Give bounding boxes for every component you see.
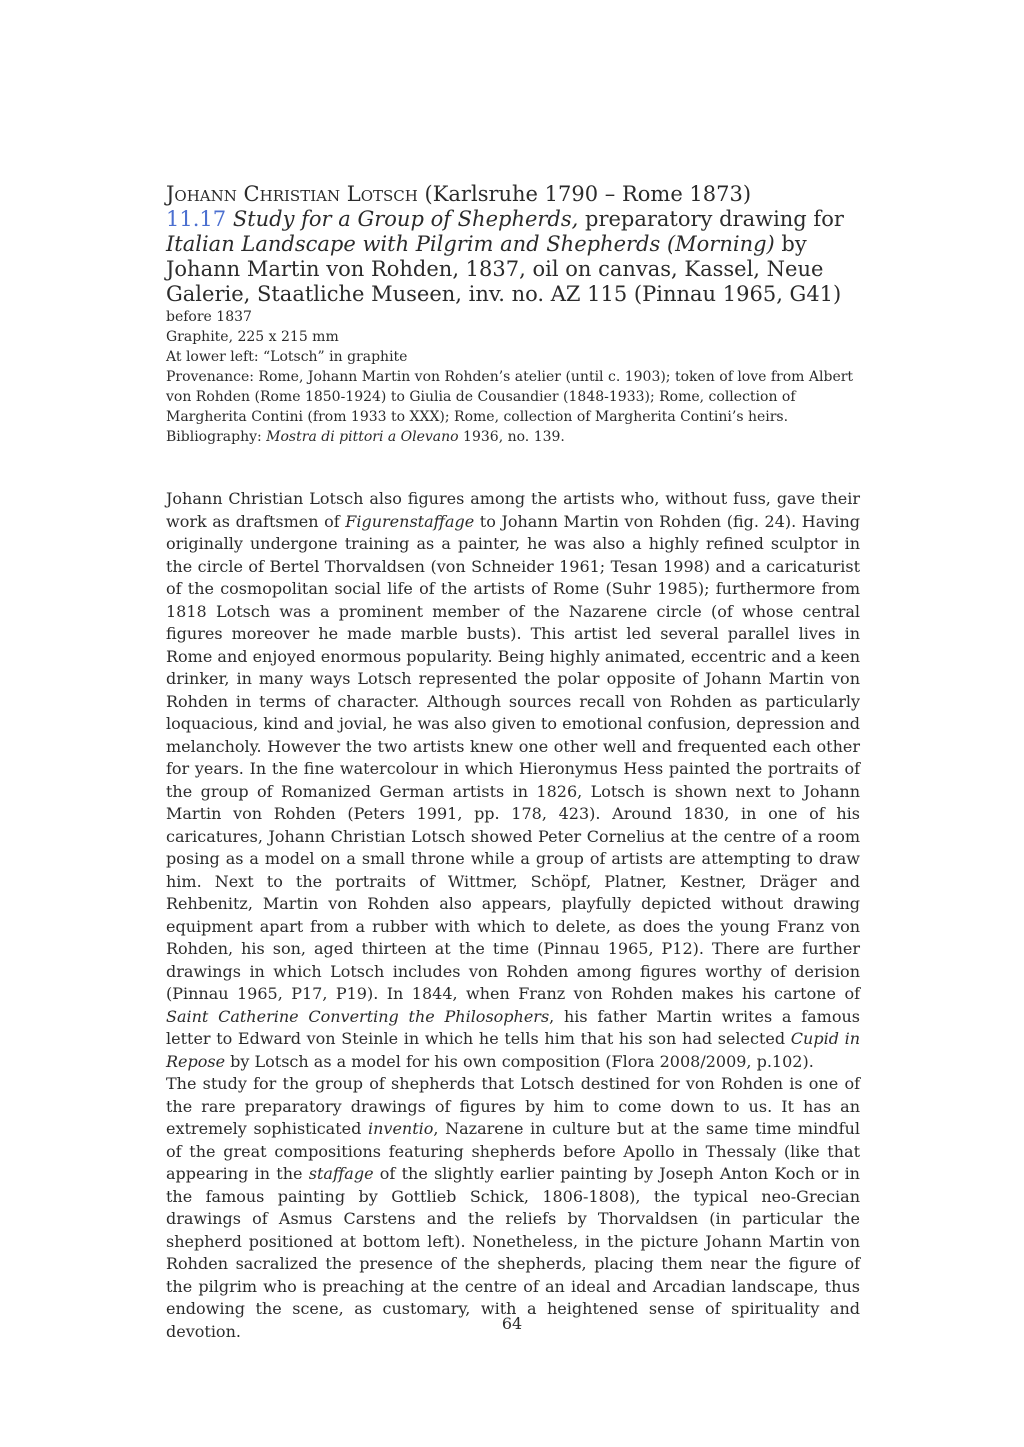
bibliography-label: Bibliography:: [166, 429, 267, 445]
text-run: by Lotsch as a model for his own composition (Flora 2008/2009, p.102).: [225, 1051, 814, 1071]
entry-metadata: [166, 307, 860, 447]
entry-number: 11.17: [166, 207, 227, 231]
text-run: to Johann Martin von Rohden (fig. 24). Having originally undergone training as a painter, he was also a highly refined sculptor in the circle of Bertel Thorvaldsen (von Schneider 1961; Tesan 1998) and a caricaturist of the cosmopolitan social life of the artists of Rome (Suhr 1985); furthermore from 1818 Lotsch was a prominent member of the Nazarene circle (of whose central figures moreover he made marble busts). This artist led several parallel lives in Rome and enjoyed enormous popularity. Being highly animated, eccentric and a keen drinker, in many ways Lotsch represented the polar opposite of Johann Martin von Rohden in terms of character. Although sources recall von Rohden as particularly loquacious, kind and jovial, he was also given to emotional confusion, depression and melancholy. However the two artists knew one other well and frequented each other for years. In the fine watercolour in which Hieronymus Hess painted the portraits of the group of Romanized German artists in 1826, Lotsch is shown next to Johann Martin von Rohden (Peters 1991, pp. 178, 423). Around 1830, in one of his caricatures, Johann Christian Lotsch showed Peter Cornelius at the centre of a room posing as a model on a small throne while a group of artists are attempting to draw him. Next to the portraits of Wittmer, Schöpf, Platner, Kestner, Dräger and Rehbenitz, Martin von Rohden also appears, playfully depicted without drawing equipment apart from a rubber with which to delete, as does the young Franz von Rohden, his son, aged thirteen at the time (Pinnau 1965, P12). There are further drawings in which Lotsch includes von Rohden among figures worthy of derision (Pinnau 1965, P17, P19). In 1844, when Franz von Rohden makes his cartone of: [166, 511, 860, 1003]
entry-title: [166, 207, 860, 307]
text-run: Johann Christian Lotsch also figures among the artists who, without fuss, gave their work as draftsmen of: [166, 489, 860, 531]
entry-inscription: At lower left: “Lotsch” in graphite: [166, 349, 408, 365]
entry-desc-1: preparatory drawing for: [578, 207, 844, 231]
artist-dates: (Karlsruhe 1790 – Rome 1873): [424, 182, 752, 206]
artist-heading: [166, 182, 860, 207]
entry-provenance: Provenance: Rome, Johann Martin von Rohden’s atelier (until c. 1903); token of love from Albert von Rohden (Rome 1850-1924) to Giulia de Cousandier (1848-1933); Rome, collection of Margherita Contini (from 1933 to XXX); Rome, collection of Margherita Contini’s heirs.: [166, 369, 854, 425]
entry-desc-2: by Johann Martin von Rohden, 1837, oil on canvas, Kassel, Neue Galerie, Staatliche Museen, inv. no. AZ 115 (Pinnau 1965, G41): [166, 232, 842, 306]
bibliography-title: Mostra di pittori a Olevano: [266, 429, 459, 445]
essay-paragraph-1: [166, 488, 860, 1073]
text-run: The study for the group of shepherds that Lotsch destined for von Rohden is one of the rare preparatory drawings of figures by him to come down to us. It has an extremely sophisticated: [166, 1074, 860, 1138]
text-run: , his father Martin writes a famous letter to Edward von Steinle in which he tells him that his son had selected: [166, 1006, 861, 1048]
text-run: of the slightly earlier painting by Joseph Anton Koch or in the famous painting by Gottlieb Schick, 1806-1808), the typical neo-Grecian drawings of Asmus Carstens and the reliefs by Thorvaldsen (in particular the shepherd positioned at bottom left). Nonetheless, in the picture Johann Martin von Rohden sacralized the presence of the shepherds, placing them near the figure of the pilgrim who is preaching at the centre of an ideal and Arcadian landscape, thus endowing the scene, as customary, with a heightened sense of spirituality and devotion.: [166, 1164, 860, 1341]
essay-paragraph-2: [166, 1073, 860, 1343]
italic-run: staffage: [308, 1164, 374, 1183]
catalogue-entry: [166, 182, 860, 447]
entry-title-2-italic: Italian Landscape with Pilgrim and Shepherds (Morning): [166, 232, 775, 256]
italic-run: Cupid in Repose: [166, 1029, 861, 1071]
italic-run: Figurenstaffage: [345, 511, 475, 531]
text-run: , Nazarene in culture but at the same time mindful of the great compositions featuring shepherds before Apollo in Thessaly (like that appearing in the: [166, 1119, 860, 1183]
italic-run: inventio: [367, 1119, 434, 1138]
bibliography-rest: 1936, no. 139.: [458, 429, 565, 445]
essay-body: [166, 488, 860, 1343]
entry-date: before 1837: [166, 309, 252, 325]
entry-title-italic: Study for a Group of Shepherds,: [232, 207, 579, 231]
entry-medium: Graphite, 225 x 215 mm: [166, 329, 339, 345]
page-number: 64: [501, 1314, 523, 1333]
artist-name: Johann Christian Lotsch: [166, 182, 418, 206]
italic-run: Saint Catherine Converting the Philosophers: [166, 1006, 550, 1026]
entry-bibliography: [166, 427, 860, 447]
